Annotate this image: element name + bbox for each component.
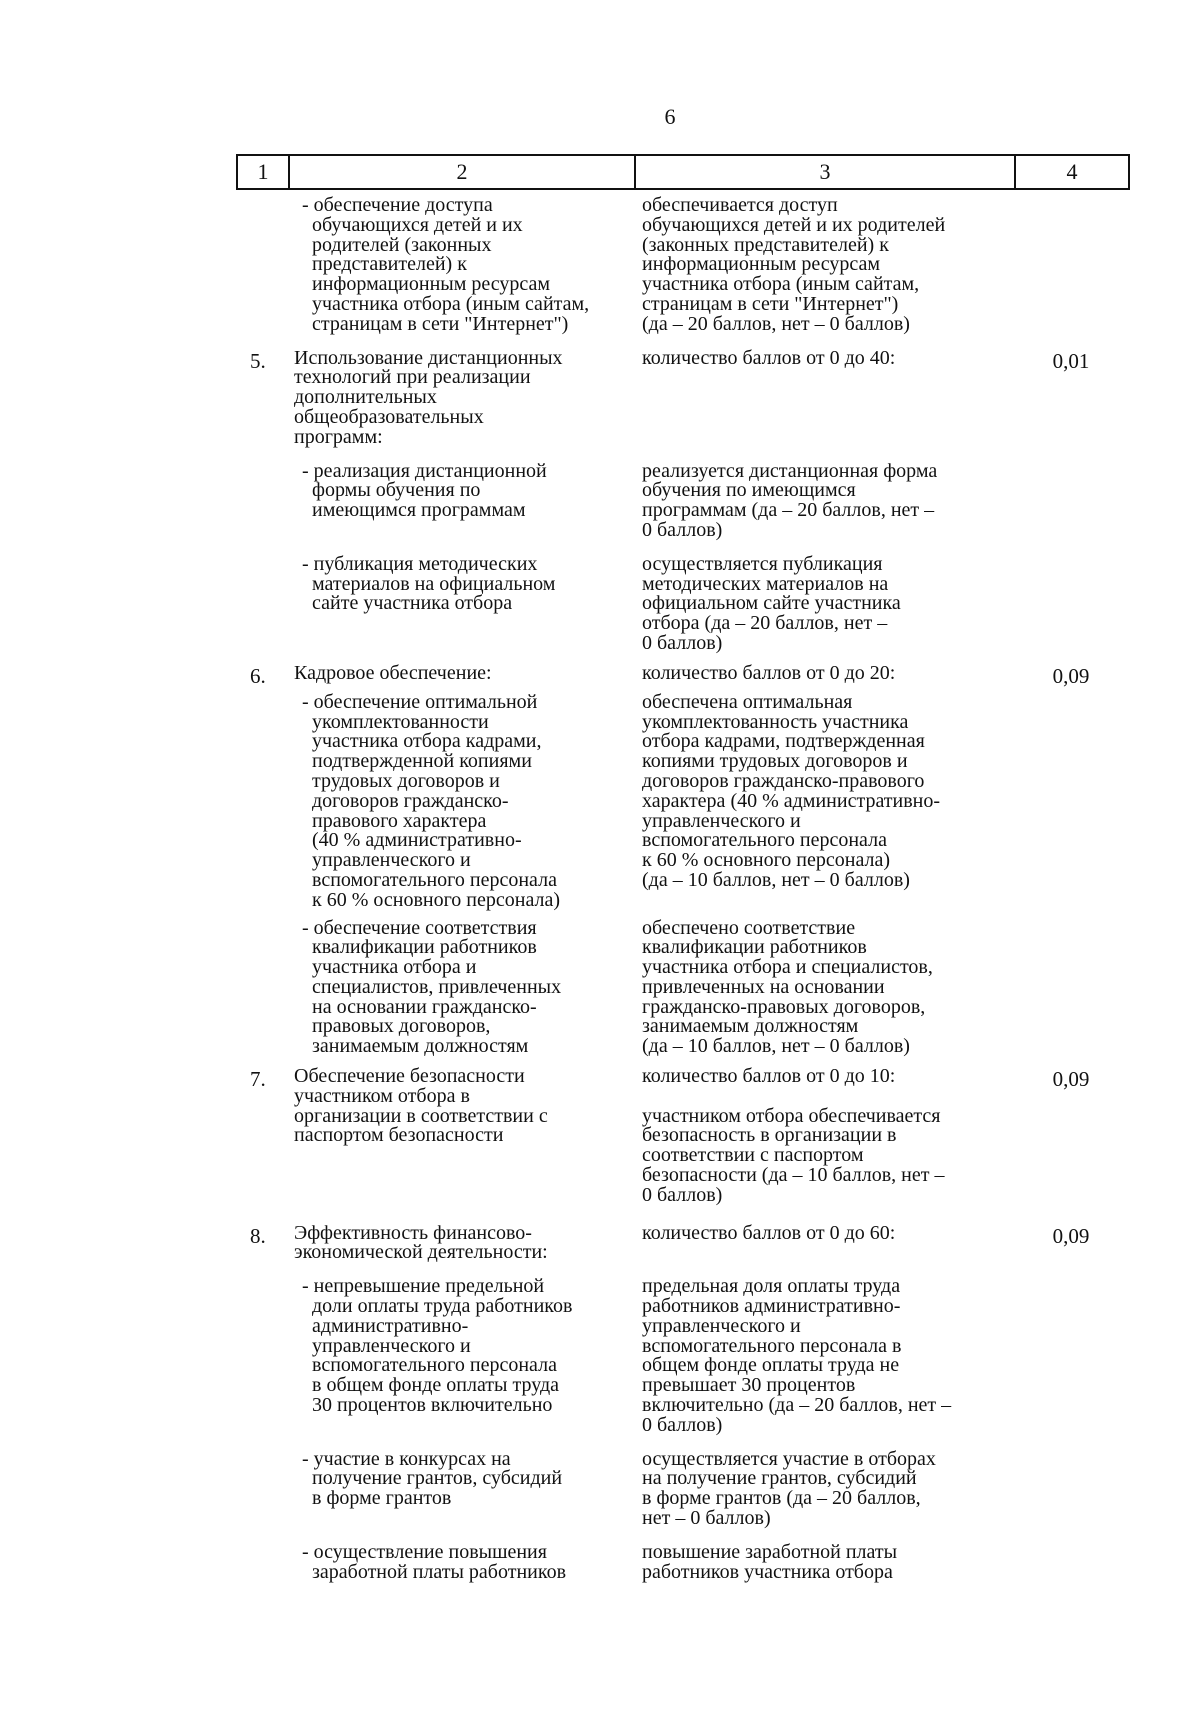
row-number: 5. xyxy=(250,348,266,373)
scoring-text: обеспечена оптимальная укомплектованность участника отбора кадрами, подтвержденная копиями трудовых договоров и договоров гражданско-правового характера (40 % административно- управленческого и вспомогательного персонала к 60 % основного персонала) (да – 10 баллов, нет – 0 баллов) xyxy=(642,690,941,891)
scoring-text: количество баллов от 0 до 10: участником отбора обеспечивается безопасность в организации в соответствии с паспортом безопасности (да – 10 баллов, нет – 0 баллов) xyxy=(642,1065,945,1206)
scoring-text: осуществляется публикация методических материалов на официальном сайте участника отбора (да – 20 баллов, нет – 0 баллов) xyxy=(642,552,901,654)
criterion-text: - осуществление повышения заработной платы работников xyxy=(302,1540,567,1583)
row-number xyxy=(236,919,294,1058)
criterion-text: Кадровое обеспечение: xyxy=(294,661,492,684)
table-row xyxy=(236,1067,1126,1206)
weight-coefficient xyxy=(1016,555,1126,654)
weight-coefficient xyxy=(1016,462,1126,541)
table-row xyxy=(236,196,1126,335)
scoring-text: количество баллов от 0 до 40: xyxy=(642,346,896,369)
table-row xyxy=(236,1221,1126,1264)
weight-coefficient xyxy=(1016,1450,1126,1529)
criterion-text: Обеспечение безопасности участником отбора в организации в соответствии с паспортом безопасности xyxy=(294,1065,548,1147)
scoring-text: реализуется дистанционная форма обучения по имеющимся программам (да – 20 баллов, нет – 0 баллов) xyxy=(642,459,938,541)
scoring-text: количество баллов от 0 до 20: xyxy=(642,661,896,684)
row-number xyxy=(236,1543,294,1583)
criterion-text: - реализация дистанционной формы обучения по имеющимся программам xyxy=(302,459,547,522)
criterion-text: - непревышение предельной доли оплаты труда работников административно- управленческого и вспомогательного персонала в общем фонде оплаты труда 30 процентов включительно xyxy=(302,1275,573,1417)
table-row xyxy=(236,661,1126,689)
row-number: 6. xyxy=(250,663,266,688)
row-number xyxy=(236,693,294,911)
table-row xyxy=(236,1277,1126,1435)
scoring-text: обеспечивается доступ обучающихся детей и их родителей (законных представителей) к информационным ресурсам участника отбора (иным сайтам, страницам в сети "Интернет") (да – 20 баллов, нет – 0 баллов) xyxy=(642,194,946,335)
weight-coefficient xyxy=(1016,196,1126,335)
weight-coefficient: 0,09 xyxy=(1052,663,1090,688)
criterion-text: Использование дистанционных технологий при реализации дополнительных общеобразовательных программ: xyxy=(294,346,563,448)
column-header-1: 1 xyxy=(237,155,289,189)
row-number xyxy=(236,1450,294,1529)
column-header-table xyxy=(236,154,1130,190)
column-header-4: 4 xyxy=(1015,155,1129,189)
row-number xyxy=(236,462,294,541)
row-number: 7. xyxy=(250,1067,266,1092)
weight-coefficient: 0,09 xyxy=(1052,1067,1090,1092)
scoring-text: предельная доля оплаты труда работников административно- управленческого и вспомогательного персонала в общем фонде оплаты труда не превышает 30 процентов включительно (да – 20 баллов, нет – 0 баллов) xyxy=(642,1275,952,1436)
criterion-text: - публикация методических материалов на официальном сайте участника отбора xyxy=(302,552,556,615)
scoring-text: количество баллов от 0 до 60: xyxy=(642,1221,896,1244)
row-number xyxy=(236,1277,294,1435)
table-row xyxy=(236,1447,1126,1530)
scoring-text: повышение заработной платы работников участника отбора xyxy=(642,1540,898,1583)
weight-coefficient xyxy=(1016,1543,1126,1583)
criteria-list xyxy=(236,196,1126,1582)
row-number xyxy=(236,196,294,335)
column-header-3: 3 xyxy=(635,155,1015,189)
weight-coefficient xyxy=(1016,693,1126,911)
weight-coefficient xyxy=(1016,919,1126,1058)
column-header-2: 2 xyxy=(289,155,635,189)
row-number: 8. xyxy=(250,1223,266,1248)
criterion-text: - обеспечение доступа обучающихся детей и их родителей (законных представителей) к информационным ресурсам участника отбора (иным сайтам, страницам в сети "Интернет") xyxy=(302,194,590,335)
table-row xyxy=(236,459,1126,541)
criterion-text: - обеспечение оптимальной укомплектованности участника отбора кадрами, подтвержденной копиями трудовых договоров и договоров гражданско- правового характера (40 % административно- управленческого и вспомогательного персонала к 60 % основного персонала) xyxy=(302,690,561,911)
weight-coefficient xyxy=(1016,1277,1126,1435)
scoring-text: обеспечено соответствие квалификации работников участника отбора и специалистов, привлеченных на основании гражданско-правовых договоров, занимаемым должностям (да – 10 баллов, нет – 0 баллов) xyxy=(642,916,933,1058)
table-row xyxy=(236,916,1126,1058)
weight-coefficient: 0,01 xyxy=(1052,348,1090,373)
table-row xyxy=(236,346,1126,448)
table-row xyxy=(236,1540,1126,1583)
criterion-text: - обеспечение соответствия квалификации работников участника отбора и специалистов, привлеченных на основании гражданско- правовых договоров, занимаемым должностям xyxy=(302,916,562,1058)
scoring-text: осуществляется участие в отборах на получение грантов, субсидий в форме грантов (да – 20 баллов, нет – 0 баллов) xyxy=(642,1447,936,1530)
table-row xyxy=(236,552,1126,654)
criterion-text: - участие в конкурсах на получение грантов, субсидий в форме грантов xyxy=(302,1447,563,1510)
criterion-text: Эффективность финансово- экономической деятельности: xyxy=(294,1221,548,1264)
row-number xyxy=(236,555,294,654)
table-row xyxy=(236,690,1126,911)
page-number: 6 xyxy=(664,104,676,129)
weight-coefficient: 0,09 xyxy=(1052,1223,1090,1248)
